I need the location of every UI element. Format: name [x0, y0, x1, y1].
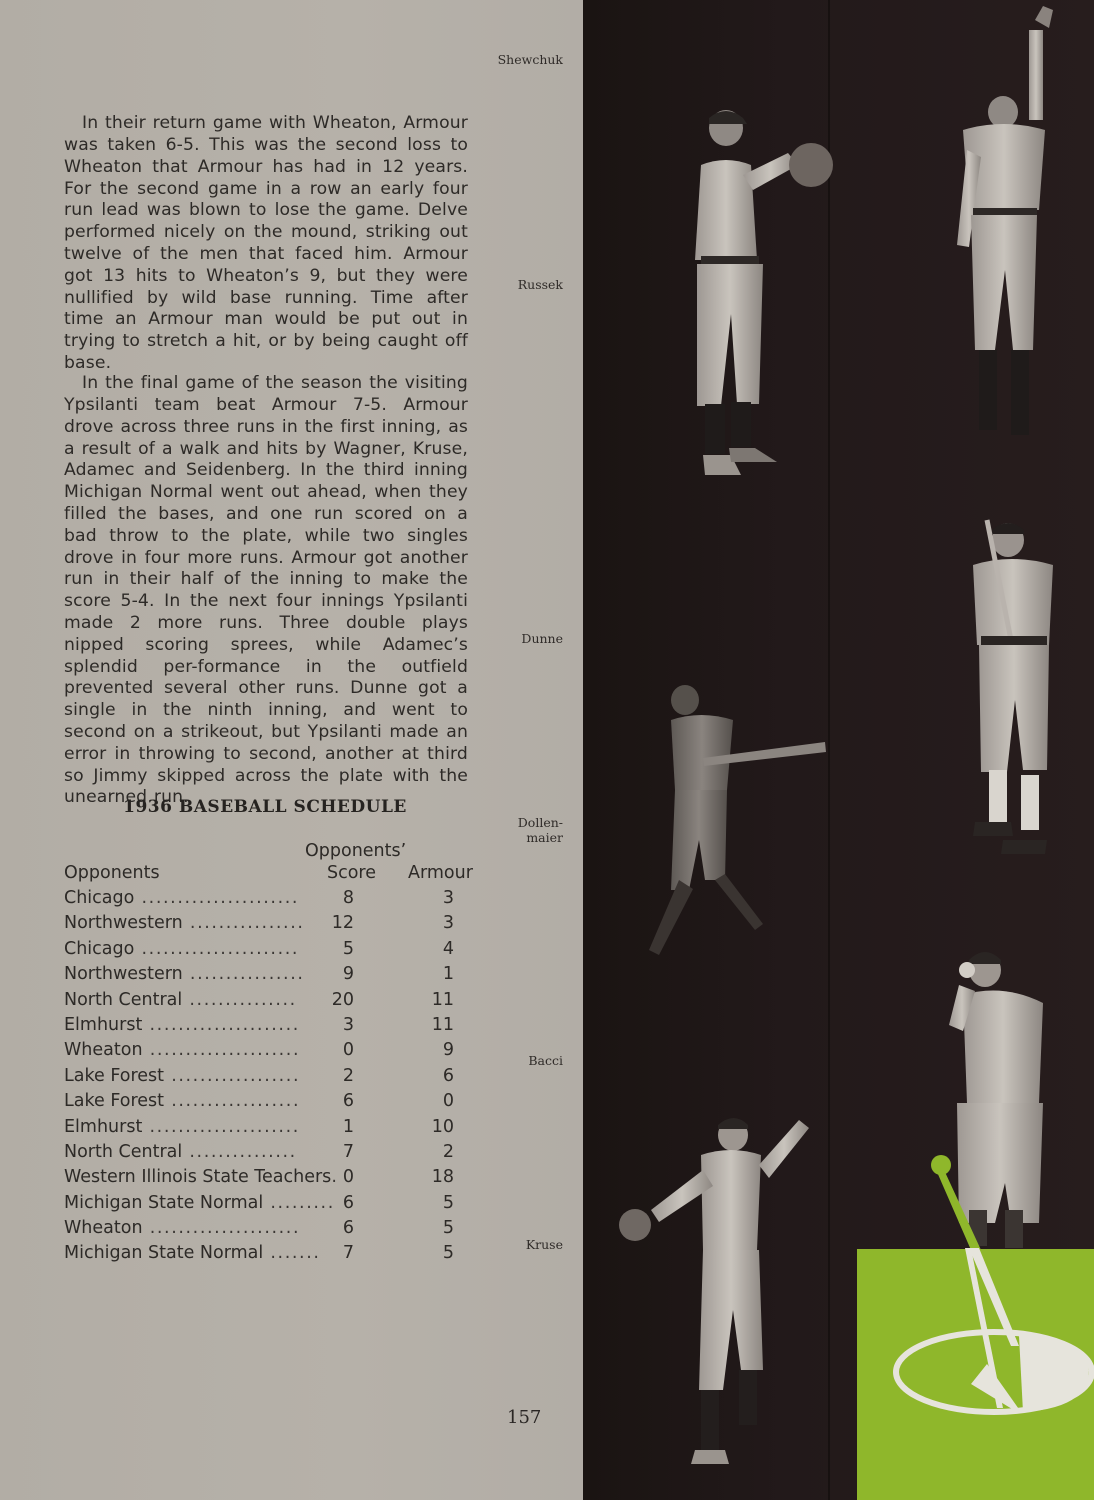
dot-leader: ......................: [134, 888, 300, 908]
schedule-row: [64, 1165, 484, 1190]
opponent-name: [64, 1115, 300, 1140]
photo-shewchuk: [695, 110, 833, 475]
armour-score: 5: [442, 1218, 454, 1239]
armour-score: 3: [442, 913, 454, 934]
armour-score: 2: [442, 1141, 454, 1162]
opponent-score: 1: [342, 1116, 354, 1137]
opponent-label: Chicago: [64, 938, 135, 959]
schedule-row: [64, 1115, 484, 1140]
bat-and-diamond-emblem: [857, 1140, 1094, 1500]
dot-leader: ...............: [182, 1141, 297, 1162]
opponent-label: Wheaton: [64, 1218, 143, 1239]
armour-score: 5: [442, 1192, 454, 1213]
schedule-row: [64, 1089, 484, 1114]
caption-russek: Russek: [517, 277, 563, 292]
dot-leader: .: [331, 1167, 339, 1188]
schedule-row: [64, 911, 484, 936]
schedule-table: [64, 886, 484, 1267]
armour-score: 1: [442, 964, 454, 985]
dot-leader: .....................: [142, 1040, 301, 1061]
photo-dollenmaier: [649, 685, 826, 955]
opponent-name: [64, 1191, 335, 1216]
armour-score: 10: [431, 1116, 454, 1137]
opponent-name: [64, 1216, 300, 1241]
opponent-name: [64, 1038, 300, 1063]
armour-score: 11: [431, 1014, 454, 1035]
schedule-row: [64, 937, 484, 962]
opponent-name: [64, 1089, 300, 1114]
opponent-label: North Central: [64, 989, 183, 1010]
dot-leader: .....................: [142, 1014, 300, 1035]
armour-score: 6: [442, 1065, 454, 1086]
header-armour: Armour: [408, 863, 473, 883]
schedule-row: [64, 1064, 484, 1089]
opponent-score: 7: [342, 1243, 354, 1264]
opponent-label: Elmhurst: [64, 1116, 143, 1137]
opponent-label: Elmhurst: [64, 1014, 143, 1035]
opponent-score: 6: [342, 1218, 354, 1239]
dot-leader: ..................: [164, 1091, 301, 1112]
photo-dunne: [973, 520, 1053, 854]
article-paragraph-ypsilanti: In the final game of the season the visiting Ypsilanti team beat Armour 7-5. Armour drove across three runs in the first inning, as a result of a walk and hits by Wagner, Kruse, Adamec and Seidenberg. In the third inning Michigan Normal went out ahead, when they filled the bases, and one run scored on a bad throw to the plate, while two singles drove in four more runs. Armour got another run in their half of the inning to make the score 5-4. In the next four innings Ypsilanti made 2 more runs. Three double plays nipped scoring sprees, while Adamec’s splendid per-formance in the outfield prevented several other runs. Dunne got a single in the ninth inning, and went to second on a strikeout, but Ypsilanti made an error in throwing to second, another at third so Jimmy skipped across the plate with the unearned run.: [64, 373, 468, 808]
opponent-name: [64, 937, 299, 962]
opponent-label: Lake Forest: [64, 1091, 165, 1112]
dot-leader: ...............: [182, 989, 297, 1010]
opponent-label: Northwestern: [64, 913, 183, 934]
dot-leader: ................: [182, 913, 305, 934]
dot-leader: .....................: [142, 1116, 300, 1137]
armour-score: 18: [431, 1167, 454, 1188]
opponent-score: 0: [342, 1040, 354, 1061]
article-paragraph-wheaton: In their return game with Wheaton, Armour was taken 6-5. This was the second loss to Wheaton that Armour has had in 12 years. For the second game in a row an early four run lead was blown to lose the game. Delve performed nicely on the mound, striking out twelve of the men that faced him. Armour got 13 hits to Wheaton’s 9, but they were nullified by wild base running. Time after time an Armour man would be put out in trying to stretch a hit, or by being caught off base.: [64, 113, 468, 373]
schedule-row: [64, 1216, 484, 1241]
caption-kruse: Kruse: [525, 1237, 563, 1252]
armour-score: 5: [442, 1243, 454, 1264]
opponent-label: Wheaton: [64, 1040, 143, 1061]
photo-russek: [957, 6, 1053, 435]
opponent-name: [64, 886, 299, 911]
opponent-name: [64, 1165, 338, 1190]
opponent-name: [64, 988, 297, 1013]
schedule-row: [64, 988, 484, 1013]
header-opponents-score-line1: Opponents’: [305, 841, 407, 861]
schedule-row: [64, 962, 484, 987]
caption-dunne: Dunne: [521, 631, 563, 646]
dot-leader: ......................: [134, 938, 300, 959]
armour-score: 11: [431, 989, 454, 1010]
opponent-score: 7: [342, 1141, 354, 1162]
opponent-name: [64, 1064, 300, 1089]
opponent-name: [64, 1013, 300, 1038]
armour-score: 3: [442, 888, 454, 908]
opponent-label: Lake Forest: [64, 1065, 165, 1086]
opponent-score: 6: [342, 1192, 354, 1213]
opponent-label: Michigan State Normal: [64, 1192, 264, 1213]
opponent-score: 8: [342, 888, 354, 908]
armour-score: 4: [442, 938, 454, 959]
armour-score: 0: [442, 1091, 454, 1112]
opponent-label: Western Illinois State Teachers: [64, 1167, 332, 1188]
opponent-name: [64, 1140, 297, 1165]
caption-bacci: Bacci: [528, 1053, 563, 1068]
schedule-row: [64, 1140, 484, 1165]
header-opponents: Opponents: [64, 863, 160, 883]
caption-dollenmaier: Dollen- maier: [517, 815, 563, 845]
opponent-score: 3: [342, 1014, 354, 1035]
page-number: 157: [507, 1407, 542, 1428]
opponent-score: 12: [331, 913, 354, 934]
opponent-score: 9: [342, 964, 354, 985]
schedule-row: [64, 1241, 484, 1266]
dot-leader: ................: [182, 964, 305, 985]
schedule-row: [64, 1013, 484, 1038]
opponent-score: 0: [342, 1167, 354, 1188]
photo-bacci: [949, 952, 1043, 1103]
schedule-row: [64, 1038, 484, 1063]
dot-leader: .......: [263, 1243, 321, 1264]
dot-leader: .....................: [142, 1218, 301, 1239]
dot-leader: ..................: [164, 1065, 301, 1086]
schedule-row: [64, 886, 484, 911]
header-score: Score: [327, 863, 377, 883]
opponent-name: [64, 962, 305, 987]
caption-shewchuk: Shewchuk: [497, 52, 563, 67]
armour-score: 9: [442, 1040, 454, 1061]
schedule-row: [64, 1191, 484, 1216]
opponent-label: Northwestern: [64, 964, 183, 985]
opponent-score: 5: [342, 938, 354, 959]
opponent-name: [64, 1241, 321, 1266]
opponent-label: North Central: [64, 1141, 183, 1162]
dot-leader: .........: [263, 1192, 335, 1213]
photo-kruse: [619, 1118, 809, 1464]
opponent-score: 2: [342, 1065, 354, 1086]
opponent-label: Michigan State Normal: [64, 1243, 264, 1264]
opponent-name: [64, 911, 305, 936]
opponent-score: 20: [331, 989, 354, 1010]
schedule-title: 1936 BASEBALL SCHEDULE: [123, 797, 407, 817]
opponent-score: 6: [342, 1091, 354, 1112]
opponent-label: Chicago: [64, 888, 135, 908]
